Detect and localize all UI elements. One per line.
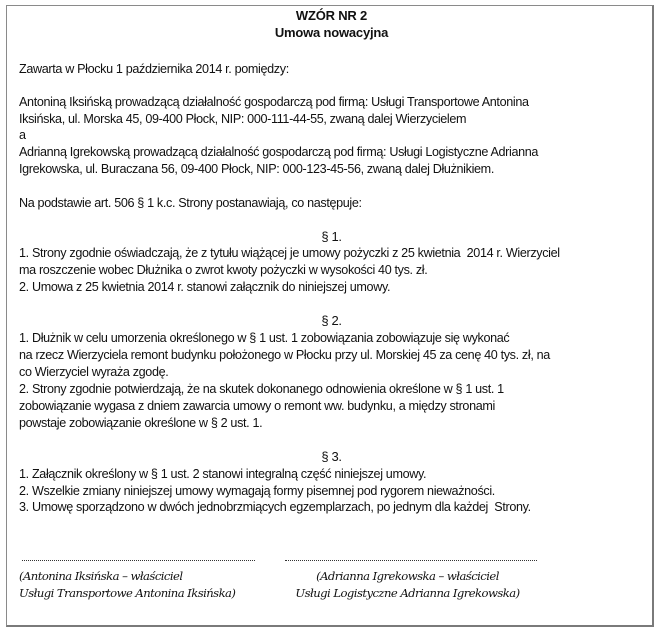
section-line: 3. Umowę sporządzono w dwóch jednobrzmiących egzemplarzach, po jednym dla każdej Strony. [19,500,531,514]
section-line: 2. Umowa z 25 kwietnia 2014 r. stanowi załącznik do niniejszej umowy. [19,280,391,294]
section-heading: § 3. [321,449,342,464]
conjunction-and: a [19,128,26,142]
legal-basis-line: Na podstawie art. 506 § 1 k.c. Strony postanawiają, co następuje: [19,196,362,210]
document-subtitle: Umowa nowacyjna [274,25,389,40]
section-heading: § 1. [321,229,342,244]
section-line: 1. Strony zgodnie oświadczają, że z tytułu wiążącej je umowy pożyczki z 25 kwietnia 2014 r. Wierzyciel [19,246,560,260]
signature-line-creditor [22,560,255,561]
signature-caption-debtor: Usługi Logistyczne Adrianna Igrekowska) [295,586,520,600]
signature-caption-creditor: (Antonina Iksińska – właściciel [19,569,183,583]
signature-caption-creditor: Usługi Transportowe Antonina Iksińska) [19,586,236,600]
signature-line-debtor [285,560,537,561]
section-line: ma roszczenie wobec Dłużnika o zwrot kwoty pożyczki w wysokości 40 tys. zł. [19,263,428,277]
signature-caption-debtor: (Adrianna Igrekowska – właściciel [316,569,499,583]
section-line: 1. Załącznik określony w § 1 ust. 2 stanowi integralną część niniejszej umowy. [19,467,427,481]
document-title: WZÓR NR 2 [295,8,368,23]
party2-line: Igrekowska, ul. Buraczana 56, 09-400 Płock, NIP: 000-123-45-56, zwaną dalej Dłużnikiem. [19,162,494,176]
party1-line: Antoniną Iksińską prowadzącą działalność gospodarczą pod firmą: Usługi Transportowe Antonina [19,95,529,109]
section-line: 2. Strony zgodnie potwierdzają, że na skutek dokonanego odnowienia określone w § 1 ust. 1 [19,382,504,396]
section-line: zobowiązanie wygasa z dniem zawarcia umowy o remont ww. budynku, a między stronami [19,399,495,413]
section-line: 1. Dłużnik w celu umorzenia określonego w § 1 ust. 1 zobowiązania zobowiązuje się wykonać [19,331,510,345]
concluded-line: Zawarta w Płocku 1 października 2014 r. pomiędzy: [19,62,289,76]
section-line: powstaje zobowiązanie określone w § 2 ust. 1. [19,416,263,430]
party2-line: Adrianną Igrekowską prowadzącą działalność gospodarczą pod firmą: Usługi Logistyczne Adrianna [19,145,539,159]
section-line: 2. Wszelkie zmiany niniejszej umowy wymagają formy pisemnej pod rygorem nieważności. [19,484,495,498]
section-heading: § 2. [321,313,342,328]
section-line: co Wierzyciel wyraża zgodę. [19,365,169,379]
party1-line: Iksińska, ul. Morska 45, 09-400 Płock, NIP: 000-111-44-55, zwaną dalej Wierzycielem [19,112,467,126]
section-line: na rzecz Wierzyciela remont budynku położonego w Płocku przy ul. Morskiej 45 za cenę 40 tys. zł, na [19,348,550,362]
